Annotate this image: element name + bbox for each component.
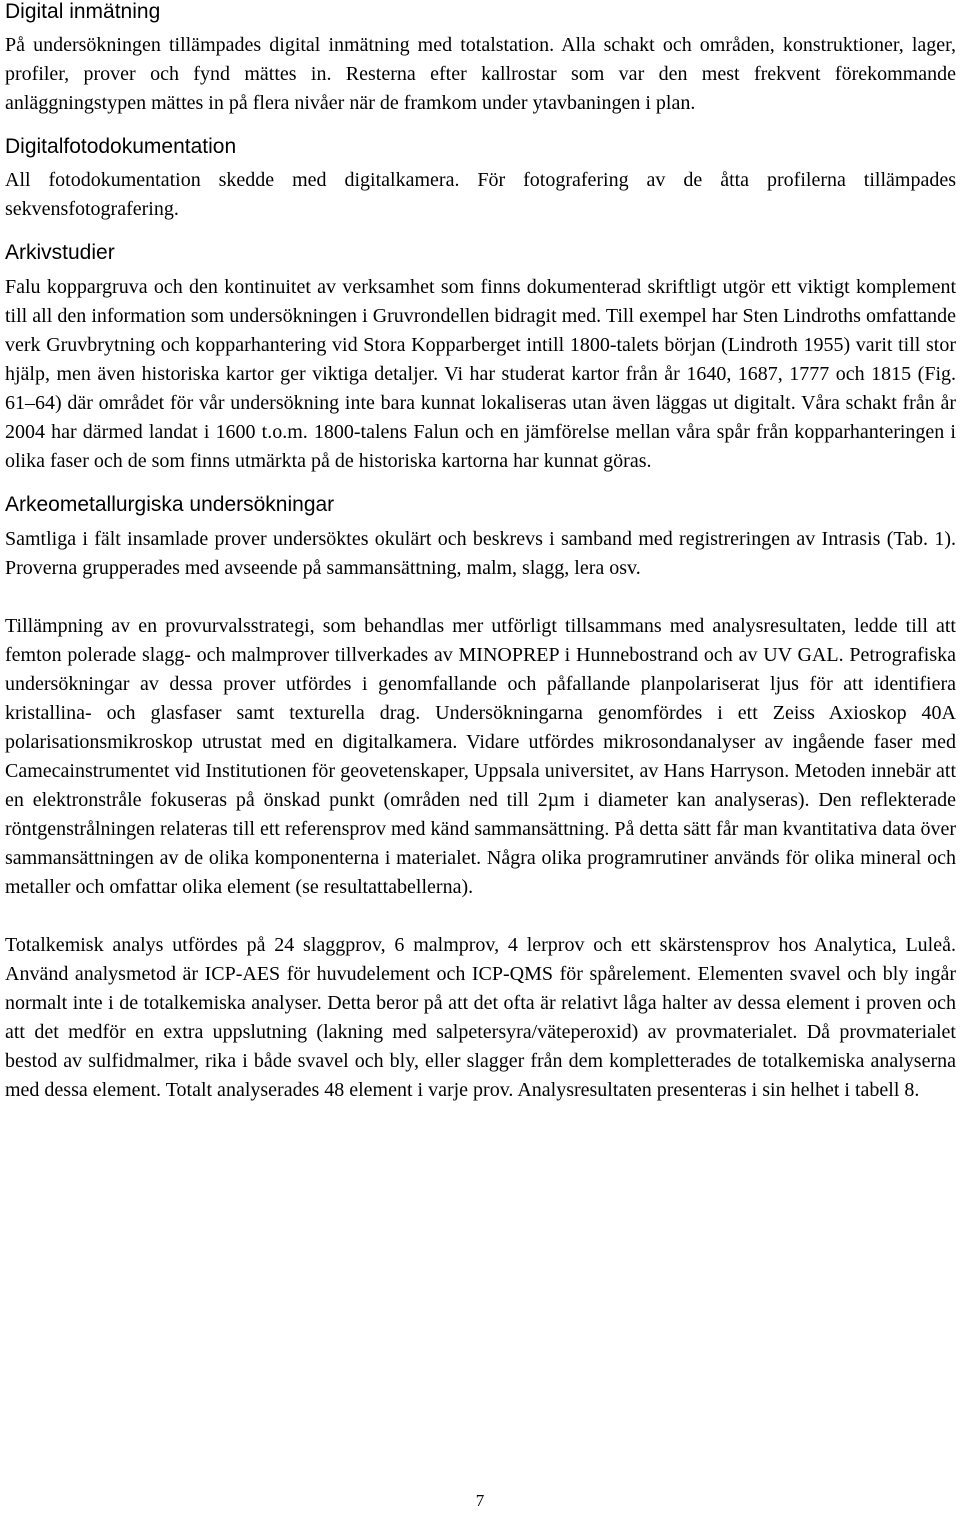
paragraph-digital-inmatning: På undersökningen tillämpades digital inmätning med totalstation. Alla schakt och områden, konstruktioner, lager, profiler, prover och fynd mättes in. Resterna efter kallrostar som var den mest frekvent förekommande anläggningstypen mättes in på flera nivåer när de framkom under ytavbaningen i plan. [5,34,956,114]
page-number: 7 [475,1491,485,1510]
paragraph-arkeometallurgiska-2: Tillämpning av en provurvalsstrategi, som behandlas mer utförligt tillsammans med analysresultaten, ledde till att femton polerade slagg- och malmprover tillverkades av MINOPREP i Hunnebostrand och av UV GAL. Petrografiska undersökningar av dessa prover utfördes i genomfallande och påfallande planpolariserat ljus för att identifiera kristallina- och glasfaser samt texturella drag. Undersökningarna genomfördes i ett Zeiss Axioskop 40A polarisationsmikroskop utrustat med en digitalkamera. Vidare utfördes mikrosondanalyser av ingående faser med Camecainstrumentet vid Institutionen för geovetenskaper, Uppsala universitet, av Hans Harryson. Metoden innebär att en elektronstråle fokuseras på önskad punkt (områden ned till 2µm i diameter kan analyseras). Den reflekterade röntgenstrålningen relateras till ett referensprov med känd sammansättning. På detta sätt får man kvantitativa data över sammansättningen av de olika komponenterna i materialet. Några olika programrutiner används för olika mineral och metaller och omfattar olika element (se resultattabellerna). [5,615,956,898]
paragraph-arkeometallurgiska-3: Totalkemisk analys utfördes på 24 slaggprov, 6 malmprov, 4 lerprov och ett skärstensprov hos Analytica, Luleå. Använd analysmetod är ICP-AES för huvudelement och ICP-QMS för spårelement. Elementen svavel och bly ingår normalt inte i de totalkemiska analyser. Detta beror på att det ofta är relativt låga halter av dessa element i proven och att det medför en extra uppslutning (lakning med salpetersyra/väteperoxid) av provmaterialet. Då provmaterialet bestod av sulfidmalmer, rika i både svavel och bly, eller slagger från dem kompletterades de totalkemiska analyserna med dessa element. Totalt analyserades 48 element i varje prov. Analysresultaten presenteras i sin helhet i tabell 8. [5,934,956,1101]
section-heading-arkeometallurgiska: Arkeometallurgiska undersökningar [5,493,335,516]
document-page [5,0,956,1105]
paragraph-arkivstudier: Falu koppargruva och den kontinuitet av verksamhet som finns dokumenterad skriftligt utgör ett viktigt komplement till all den information som undersökningen i Gruvrondellen bidragit med. Till exempel har Sten Lindroths omfattande verk Gruvbrytning och kopparhantering vid Stora Kopparberget intill 1800-talets början (Lindroth 1955) varit till stor hjälp, men även historiska kartor ger viktiga detaljer. Vi har studerat kartor från år 1640, 1687, 1777 och 1815 (Fig. 61–64) där området för vår undersökning inte bara kunnat lokaliseras utan även läggas ut digitalt. Våra schakt från år 2004 har därmed landat i 1600 t.o.m. 1800-talens Falun och en jämförelse mellan våra spår från kopparhanteringen i olika faser och de som finns utmärkta på de historiska kartorna har kunnat göras. [5,276,956,472]
paragraph-digitalfotodokumentation: All fotodokumentation skedde med digitalkamera. För fotografering av de åtta profilerna tillämpades sekvensfotografering. [5,169,956,220]
paragraph-arkeometallurgiska-1: Samtliga i fält insamlade prover undersöktes okulärt och beskrevs i samband med registreringen av Intrasis (Tab. 1). Proverna grupperades med avseende på sammansättning, malm, slagg, lera osv. [5,528,956,579]
section-heading-digital-inmatning: Digital inmätning [5,0,161,23]
section-heading-arkivstudier: Arkivstudier [5,241,115,264]
section-heading-digitalfotodokumentation: Digitalfotodokumentation [5,135,237,158]
